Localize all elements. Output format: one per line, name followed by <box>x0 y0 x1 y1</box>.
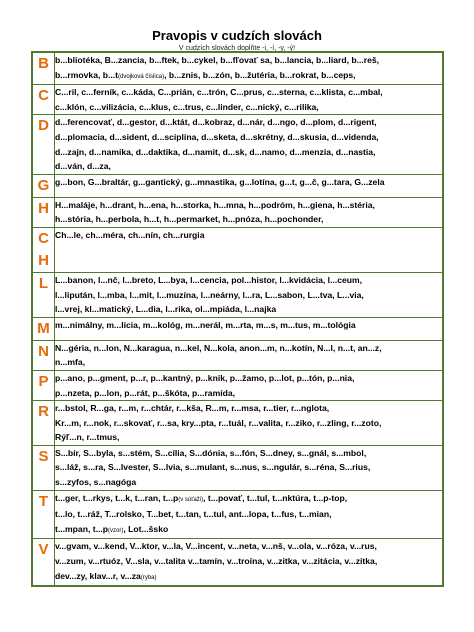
word-list-cell <box>55 401 444 446</box>
word-text: L...banon, l...nč, l...breto, L...bya, l...cencia, pol...histor, l...kvidácia, l...ceum, <box>55 274 363 285</box>
row-letter: L <box>38 274 49 292</box>
row-letter-cell <box>32 370 55 400</box>
row-letter-cell <box>32 272 55 317</box>
word-text: H...maláje, h...drant, h...ena, h...storka, h...mna, h...podróm, h...giena, h...stéria, <box>55 199 375 210</box>
word-line <box>55 446 442 461</box>
word-list-cell <box>55 85 444 115</box>
word-text: n...mfa, <box>55 357 86 368</box>
page-instruction: V cudzích slovách doplňte -i, -í, -y, -ý! <box>178 45 296 52</box>
word-text: Kr...m, r...nok, r...skovať, r...sa, kry...pta, r...tuál, r...valita, r...ziko, r...zling, r...zoto, <box>55 417 382 428</box>
row-letter-cell <box>32 85 55 115</box>
spelling-table <box>31 51 444 587</box>
word-line <box>55 145 442 160</box>
word-text: N...géria, n...lon, N...karagua, n...kel, N...kola, anon...m, n...kotín, N...l, n...t, an...z, <box>55 342 382 353</box>
letter-row <box>32 85 443 115</box>
word-line <box>55 522 442 539</box>
word-line <box>55 416 442 431</box>
word-text: C...ril, c...ferník, c...káda, C...prián, c...trón, C...prus, c...sterna, c...klista, c...mbal, <box>55 87 383 98</box>
word-text: Ch...le, ch...méra, ch...nín, ch...rurgia <box>55 229 205 240</box>
word-note: (ryba) <box>140 574 157 581</box>
word-line <box>55 539 442 554</box>
row-letter: H <box>38 199 49 217</box>
word-line <box>55 85 442 100</box>
word-list-cell <box>55 227 444 272</box>
row-letter: H <box>38 251 49 269</box>
row-letter: S <box>38 447 49 465</box>
word-text: c...klón, c...vilizácia, c...klus, c...trus, c...linder, c...nický, c...rilika, <box>55 101 319 112</box>
word-text: p...ano, p...gment, p...r, p...kantný, p...knik, p...žamo, p...lot, p...tón, p...nia, <box>55 372 355 383</box>
row-letter-cell <box>32 539 55 586</box>
word-list-cell <box>55 115 444 174</box>
word-text: t...ger, t...rkys, t...k, t...ran, t...p <box>55 492 179 503</box>
word-line <box>55 386 442 401</box>
word-text: b...bliotéka, B...zancia, b...ftek, b...cykel, b...fľovať sa, b...lancia, b...liard, b...reš, <box>55 55 380 65</box>
word-text: s...zyfos, s...nagóga <box>55 477 137 488</box>
word-line <box>55 460 442 475</box>
word-line <box>55 212 442 227</box>
word-text: v...zum, v...rtuóz, V...sla, v...talita v...tamín, v...troína, v...zitka, v...zitácia, v...zitka, <box>55 556 378 567</box>
word-line <box>55 100 442 115</box>
word-line <box>55 371 442 386</box>
word-text: , Lot...šsko <box>123 523 169 534</box>
word-text: l...vrej, kl...matický, L...dia, l...rika, ol...mpiáda, l...najka <box>55 304 277 315</box>
word-list-cell <box>55 445 444 490</box>
word-note: (vzor) <box>108 527 124 534</box>
row-letter-cell <box>32 340 55 370</box>
word-line <box>55 430 442 445</box>
word-line <box>55 115 442 130</box>
letter-row <box>32 272 443 317</box>
row-letter-cell <box>32 52 55 85</box>
letter-row <box>32 197 443 227</box>
word-text: m...nimálny, m...lícia, m...kológ, m...nerál, m...rta, m...s, m...tus, m...tológia <box>55 319 356 330</box>
word-list-cell <box>55 52 444 85</box>
letter-row <box>32 317 443 340</box>
word-text: r...bstol, R...ga, r...m, r...chtár, r...kša, R...m, r...msa, r...tier, r...nglota, <box>55 403 330 414</box>
word-line <box>55 288 442 303</box>
word-line <box>55 302 442 317</box>
word-line <box>55 228 442 243</box>
word-line <box>55 401 442 416</box>
word-list-cell <box>55 370 444 400</box>
page-title: Pravopis v cudzích slovách <box>152 28 322 43</box>
word-line <box>55 198 442 213</box>
row-letter: C <box>38 229 49 247</box>
word-list-cell <box>55 272 444 317</box>
word-line <box>55 318 442 333</box>
row-letter-cell <box>32 115 55 174</box>
word-text: d...zajn, d...namika, d...daktika, d...namit, d...sk, d...namo, d...menzia, d...nastia, <box>55 146 376 157</box>
letter-row <box>32 490 443 539</box>
word-line <box>55 175 442 190</box>
row-letter: N <box>38 342 49 360</box>
row-letter: D <box>38 117 49 135</box>
word-line <box>55 159 442 174</box>
row-letter-cell <box>32 174 55 197</box>
word-line <box>55 243 442 258</box>
word-text: d...plomacia, d...sident, d...sciplína, d...sketa, d...skrétny, d...skusia, d...videnda, <box>55 131 379 142</box>
word-list-cell <box>55 317 444 340</box>
row-letter-cell <box>32 317 55 340</box>
word-text: s...láž, s...ra, S...lvester, S...lvia, s...mulant, s...nus, s...ngulár, s...réna, S...rius, <box>55 462 371 473</box>
word-line <box>55 475 442 490</box>
word-text: h...stória, h...perbola, h...t, h...permarket, h...pnóza, h...pochonder, <box>55 214 324 225</box>
word-text: d...ván, d...za, <box>55 161 111 172</box>
row-letter: P <box>38 372 49 390</box>
row-letter: R <box>38 403 49 421</box>
row-letter-cell <box>32 401 55 446</box>
letter-row <box>32 370 443 400</box>
row-letter-cell <box>32 227 55 272</box>
word-text: v...gvam, v...kend, V...ktor, v...la, V...incent, v...neta, v...nš, v...ola, v...róza, v...rus, <box>55 541 377 552</box>
word-text: g...bon, G...braltár, g...gantický, g...mnastika, g...lotína, g...t, g...č, g...tara, G...zela <box>55 176 385 187</box>
word-line <box>55 68 442 85</box>
row-letter: G <box>37 176 50 194</box>
row-letter: B <box>38 55 49 72</box>
word-line <box>55 257 442 272</box>
word-text: d...ferencovať, d...gestor, d...ktát, d...kobraz, d...nár, d...ngo, d...plom, d...rigent, <box>55 117 377 128</box>
word-line <box>55 569 442 586</box>
word-line <box>55 355 442 370</box>
letter-row <box>32 539 443 586</box>
row-letter-cell <box>32 197 55 227</box>
word-line <box>55 491 442 508</box>
row-letter: C <box>38 87 49 105</box>
word-list-cell <box>55 197 444 227</box>
row-letter-cell <box>32 445 55 490</box>
word-list-cell <box>55 539 444 586</box>
word-text: p...nzeta, p...lon, p...rát, p...škóta, p...ramída, <box>55 387 236 398</box>
word-list-cell <box>55 340 444 370</box>
letter-row <box>32 401 443 446</box>
word-text: Rýľ...n, r...tmus, <box>55 432 120 443</box>
word-text: , t...povať, t...tul, t...nktúra, t...p-top, <box>203 492 348 503</box>
word-line <box>55 554 442 569</box>
row-letter: V <box>38 541 49 559</box>
word-line <box>55 507 442 522</box>
word-line <box>55 53 442 68</box>
letter-row <box>32 174 443 197</box>
word-note: (v súťaži) <box>178 496 204 503</box>
letter-row <box>32 340 443 370</box>
word-text: b...rmovka, b...t <box>55 69 119 80</box>
word-text: dev...zy, klav...r, v...za <box>55 570 141 581</box>
row-letter-cell <box>32 490 55 539</box>
word-text: t...mpan, t...p <box>55 523 108 534</box>
word-text: l...lipután, l...mba, l...mit, l...muzína, l...neárny, l...ra, L...sabon, L...tva, L...via, <box>55 289 364 300</box>
word-text: , b...znis, b...zón, b...žutéria, b...rokrat, b...ceps, <box>164 69 356 80</box>
letter-row <box>32 227 443 272</box>
word-line <box>55 273 442 288</box>
row-letter: T <box>38 492 49 510</box>
letter-row <box>32 52 443 85</box>
word-line <box>55 341 442 356</box>
word-text: S...bír, S...byla, s...stém, S...cília, S...dónia, s...fón, S...dney, s...gnál, s...mbol, <box>55 447 367 458</box>
word-list-cell <box>55 490 444 539</box>
letter-row <box>32 115 443 174</box>
word-note: (dvojková číslica) <box>118 73 165 80</box>
word-list-cell <box>55 174 444 197</box>
word-text: t...lo, t...ráž, T...rolsko, T...bet, t...tan, t...tul, ant...lopa, t...fus, t...mian, <box>55 509 332 520</box>
letter-row <box>32 445 443 490</box>
row-letter: M <box>37 319 50 337</box>
word-line <box>55 130 442 145</box>
